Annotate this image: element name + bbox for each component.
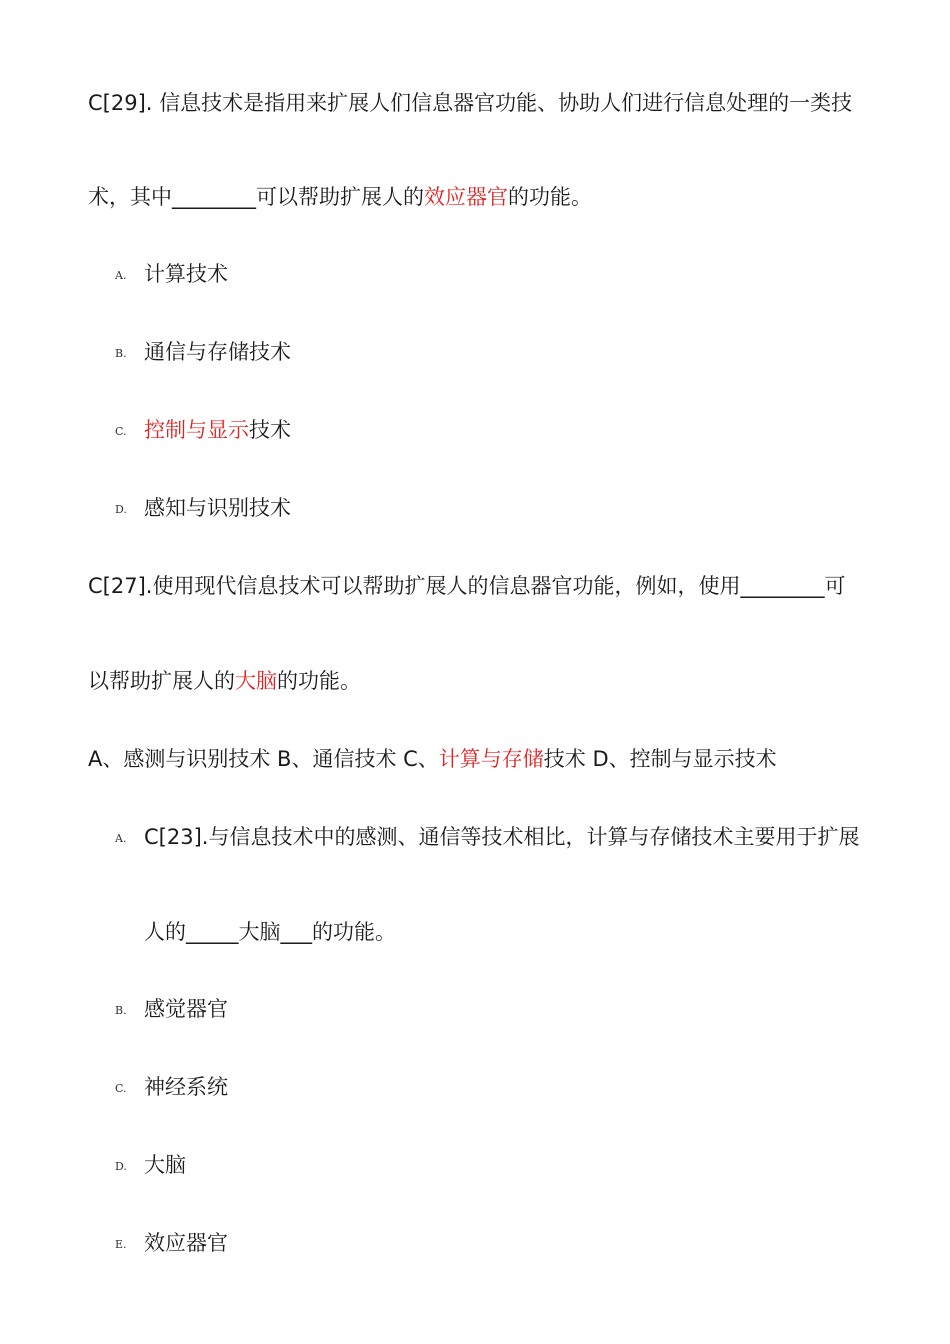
q29-option-b[interactable]: 通信与存储技术 — [144, 340, 291, 364]
q23-option-c-letter: C. — [115, 1082, 127, 1095]
q23-option-c[interactable]: 神经系统 — [144, 1075, 228, 1099]
q27-options-line[interactable] — [88, 746, 777, 772]
q29-stem-line1: C[29]. 信息技术是指用来扩展人们信息器官功能、协助人们进行信息处理的一类技 — [88, 91, 853, 115]
q29-highlight: 效应器官 — [424, 185, 508, 209]
q27-stem-end: 的功能。 — [277, 669, 361, 693]
q27-options-highlight: 计算与存储 — [438, 747, 544, 771]
q27-highlight: 大脑 — [235, 669, 277, 693]
q23-option-b-letter: B. — [115, 1004, 127, 1017]
q27-stem-text: 以帮助扩展人的 — [88, 669, 235, 693]
q29-option-d-letter: D. — [115, 503, 127, 516]
q29-stem-end: 的功能。 — [508, 185, 592, 209]
q23-item-a-letter: A. — [115, 832, 127, 845]
q29-stem-line2 — [88, 184, 592, 210]
q29-option-a-letter: A. — [115, 269, 127, 282]
q29-option-d[interactable]: 感知与识别技术 — [144, 496, 291, 520]
q29-option-a[interactable]: 计算技术 — [144, 262, 228, 286]
q29-stem-text: 术，其中________可以帮助扩展人的 — [88, 185, 424, 209]
q29-option-c[interactable] — [144, 417, 291, 443]
q23-option-e-letter: E. — [115, 1238, 127, 1251]
q23-stem-line1: C[23].与信息技术中的感测、通信等技术相比，计算与存储技术主要用于扩展 — [144, 825, 860, 849]
q29-option-c-letter: C. — [115, 425, 127, 438]
q29-option-b-letter: B. — [115, 347, 127, 360]
q29-option-c-highlight: 控制与显示 — [144, 418, 249, 442]
q27-stem-line2 — [88, 668, 361, 694]
q23-option-b[interactable]: 感觉器官 — [144, 997, 228, 1021]
q23-option-d[interactable]: 大脑 — [144, 1153, 186, 1177]
q23-option-d-letter: D. — [115, 1160, 127, 1173]
q27-stem-line1: C[27].使用现代信息技术可以帮助扩展人的信息器官功能，例如，使用________可 — [88, 574, 846, 598]
q23-stem-line2: 人的_____大脑___的功能。 — [144, 920, 396, 944]
q27-options-end: 技术 D、控制与显示技术 — [543, 747, 777, 771]
q29-option-c-text: 技术 — [249, 418, 291, 442]
q27-options-text: A、感测与识别技术 B、通信技术 C、 — [88, 747, 439, 771]
q23-option-e[interactable]: 效应器官 — [144, 1231, 228, 1255]
